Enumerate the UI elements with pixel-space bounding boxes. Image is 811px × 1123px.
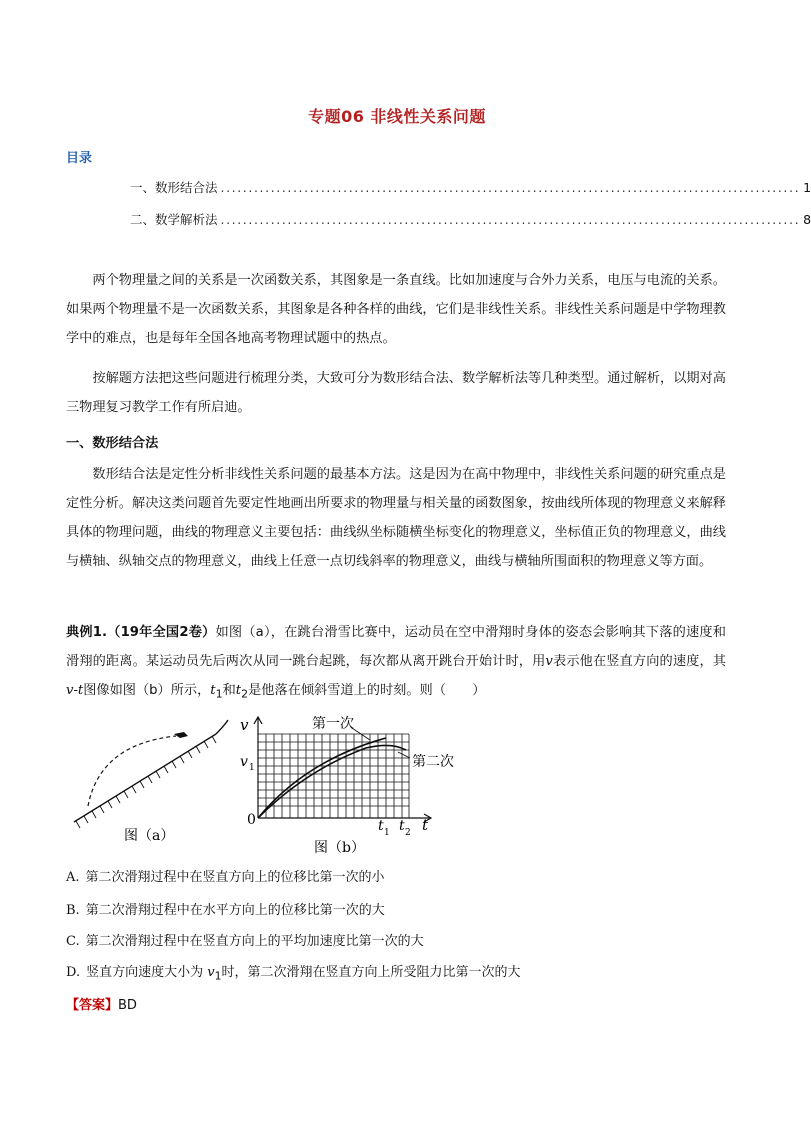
- example-label: 典例1.（19年全国2卷）: [66, 625, 216, 640]
- v1-sub: 1: [249, 763, 255, 773]
- example-text: 表示他在竖直方向的速度，其: [552, 654, 726, 669]
- t1-sub: 1: [384, 828, 390, 838]
- answer-value: BD: [118, 998, 137, 1013]
- option-c[interactable]: [66, 930, 424, 949]
- skier-icon: [174, 732, 188, 738]
- example-text: 是他落在倾斜雪道上的时刻。则（ ）: [248, 683, 486, 698]
- example-text: 图像如图（b）所示，: [83, 683, 211, 698]
- t2-sub: 2: [405, 828, 411, 838]
- answer-label: 【答案】: [66, 998, 119, 1013]
- var-t1: t: [210, 683, 216, 698]
- option-text: 第二次滑翔过程中在竖直方向上的位移比第一次的小: [85, 870, 385, 885]
- page-title: 专题06 非线性关系问题: [308, 107, 486, 126]
- t1-label: t: [378, 818, 384, 834]
- section-heading: 一、数形结合法: [66, 436, 159, 451]
- option-text: 竖直方向速度大小为: [86, 965, 204, 980]
- option-key: D.: [66, 965, 81, 980]
- intro-paragraph-2: 按解题方法把这些问题进行梳理分类，大致可分为数形结合法、数学解析法等几种类型。通过解析，以期对高三物理复习教学工作有所启迪。: [66, 371, 726, 415]
- option-text: 第二次滑翔过程中在竖直方向上的平均加速度比第一次的大: [85, 934, 424, 949]
- origin-label: 0: [247, 812, 256, 828]
- v1-label: v: [240, 754, 248, 770]
- option-text: 时，第二次滑翔在竖直方向上所受阻力比第一次的大: [221, 965, 521, 980]
- sub-1: 1: [215, 687, 223, 701]
- toc-item-page: 8: [803, 212, 811, 227]
- caption-b: 图（b）: [314, 840, 365, 856]
- section-paragraph: 数形结合法是定性分析非线性关系问题的最基本方法。这是因为在高中物理中，非线性关系问题的研究重点是定性分析。解决这类问题首先要定性地画出所要求的物理量与相关量的函数图象，按曲线所体现的物理意义来解释具体的物理问题，曲线的物理意义主要包括：曲线纵坐标随横坐标变化的物理意义，坐标值正负的物理意义，曲线与横轴、纵轴交点的物理意义，曲线上任意一点切线斜率的物理意义，曲线与横轴所围面积的物理意义等方面。: [66, 467, 726, 569]
- option-d[interactable]: [66, 961, 521, 983]
- var-v: v: [207, 965, 215, 980]
- toc-item-1[interactable]: [130, 178, 811, 196]
- option-key: A.: [66, 870, 80, 885]
- example-text: 如图（a），在跳台滑雪比赛中，运动员在空中滑翔时身体的姿态会影响其下落的速度和滑翔的距离。某运动员先后两次从同一跳台起跳，每次都从离开跳台开始计时，用: [66, 625, 726, 669]
- option-b[interactable]: [66, 899, 385, 918]
- var-v: v: [545, 654, 553, 669]
- toc-heading: 目录: [66, 151, 93, 166]
- var-t2: t: [235, 683, 242, 698]
- var-vt: v-t: [66, 683, 84, 698]
- figure-a-slope: [74, 720, 228, 844]
- toc-item-label: 二、数学解析法: [130, 212, 218, 227]
- option-key: B.: [66, 903, 80, 918]
- intro-paragraph-1: 两个物理量之间的关系是一次函数关系，其图象是一条直线。比如加速度与合外力关系，电压与电流的关系。如果两个物理量不是一次函数关系，其图象是各种各样的曲线，它们是非线性关系。非线性关系问题是中学物理教学中的难点，也是每年全国各地高考物理试题中的热点。: [66, 273, 726, 346]
- figure-b-vt-graph: [240, 716, 454, 856]
- sub-1: 1: [214, 969, 222, 983]
- sub-2: 2: [241, 687, 249, 701]
- answer: [66, 994, 137, 1013]
- option-text: 第二次滑翔过程中在水平方向上的位移比第一次的大: [85, 903, 385, 918]
- axis-t-label: t: [422, 816, 429, 834]
- label-first: 第一次: [312, 716, 354, 732]
- option-a[interactable]: [66, 866, 385, 885]
- t2-label: t: [399, 818, 405, 834]
- label-second: 第二次: [412, 754, 454, 770]
- option-key: C.: [66, 934, 80, 949]
- toc-item-2[interactable]: [130, 210, 811, 228]
- toc-item-label: 一、数形结合法: [130, 180, 218, 195]
- toc-item-page: 1: [803, 180, 811, 195]
- toc-leader: ........................................................................................................: [220, 180, 801, 195]
- example-text: 和: [222, 683, 236, 698]
- figure-ski-jump: [66, 714, 456, 856]
- toc-leader: ........................................................................................................: [220, 212, 801, 227]
- example-question: [66, 618, 726, 709]
- caption-a: 图（a）: [124, 828, 175, 844]
- axis-v-label: v: [240, 716, 249, 734]
